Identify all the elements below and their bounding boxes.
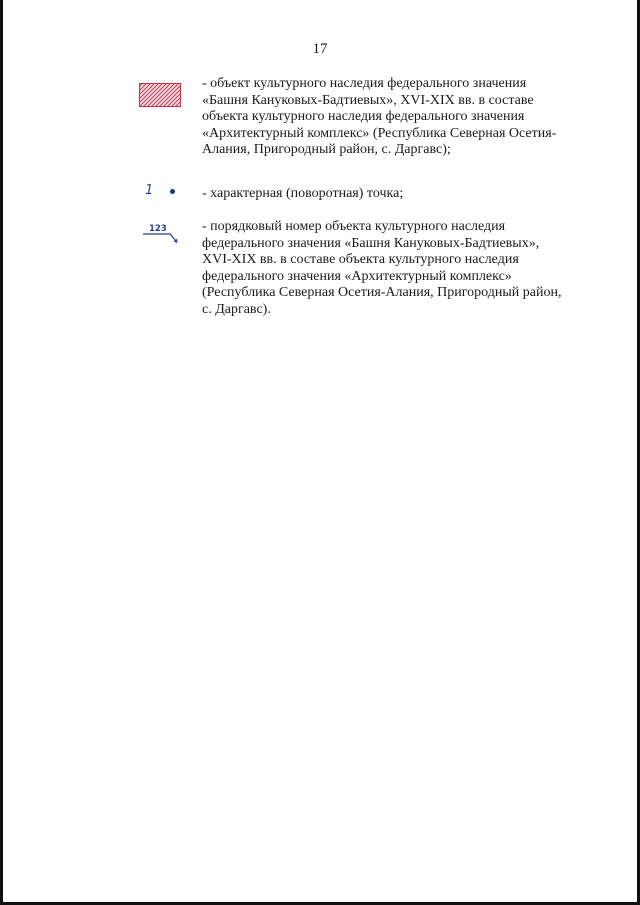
scan-edge-left: [0, 0, 3, 905]
legend-text-turning-point: - характерная (поворотная) точка;: [202, 186, 404, 201]
legend-text-heritage-object: - объект культурного наследия федерального значения «Башня Кануковых-Бадтиевых», XVI-XIX вв. в составе объекта культурного наследия федерального значения «Архитектурный комплекс» (Республика Северная Осетия- Алания, Пригородный район, с. Даргавс);: [202, 76, 557, 157]
turning-point-dot: [170, 189, 175, 194]
turning-point-icon: [140, 184, 180, 200]
legend-text-ordinal-number: - порядковый номер объекта культурного наследия федерального значения «Башня Кануковых-Бадтиевых», XVI-XIX вв. в составе объекта культурного наследия федерального значения «Архитектурный комплекс» (Республика Северная Осетия-Алания, Пригородный район, с. Даргавс).: [202, 219, 562, 317]
page-number: 17: [312, 41, 328, 57]
ordinal-number-icon: [140, 222, 182, 246]
hatched-area-icon: [139, 83, 181, 107]
ordinal-number-label: 123: [149, 224, 167, 234]
turning-point-label: 1: [145, 183, 154, 198]
